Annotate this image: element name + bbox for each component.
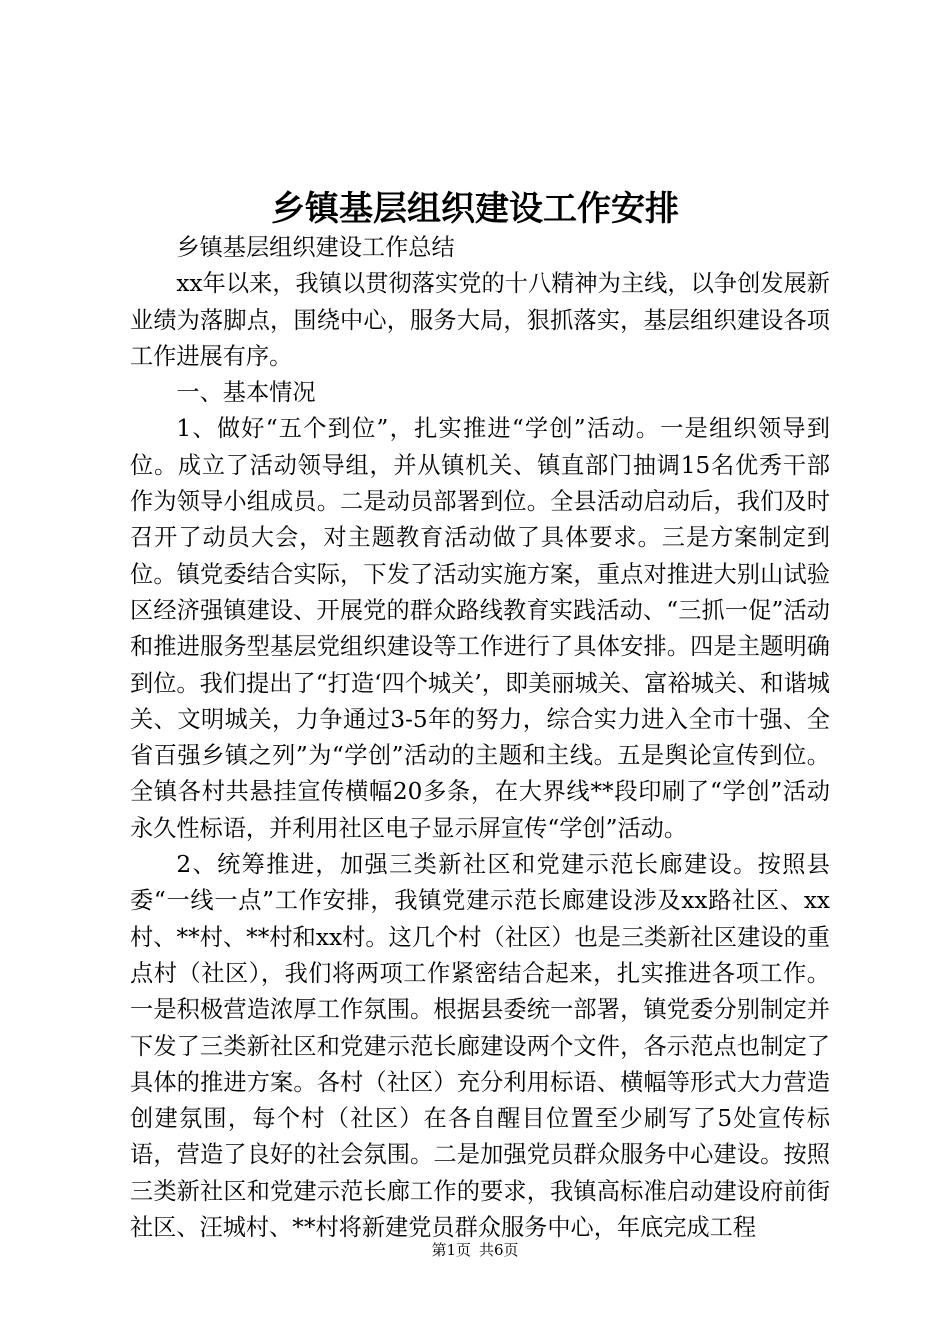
body-paragraph-item-1: 1、做好“五个到位”，扎实推进“学创”活动。一是组织领导到位。成立了活动领导组，并从镇机关、镇直部门抽调15名优秀干部作为领导小组成员。二是动员部署到位。全县活动启动后，我们及时召开了动员大会，对主题教育活动做了具体要求。三是方案制定到位。镇党委结合实际，下发了活动实施方案，重点对推进大别山试验区经济强镇建设、开展党的群众路线教育实践活动、“三抓一促”活动和推进服务型基层党组织建设等工作进行了具体安排。四是主题明确到位。我们提出了“打造‘四个城关’，即美丽城关、富裕城关、和谐城关、文明城关，力争通过3-5年的努力，综合实力进入全市十强、全省百强乡镇之列”为“学创”活动的主题和主线。五是舆论宣传到位。全镇各村共悬挂宣传横幅20多条，在大界线**段印刷了“学创”活动永久性标语，并利用社区电子显示屏宣传“学创”活动。	[130, 415, 830, 842]
section-heading-basic-situation: 一、基本情况	[176, 379, 316, 407]
body-paragraph-intro: xx年以来，我镇以贯彻落实党的十八精神为主线，以争创发展新业绩为落脚点，围绕中心，服务大局，狠抓落实，基层组织建设各项工作进展有序。	[130, 270, 830, 370]
body-paragraph-item-2: 2、统筹推进，加强三类新社区和党建示范长廊建设。按照县委“一线一点”工作安排，我镇党建示范长廊建设涉及xx路社区、xx村、**村、**村和xx村。这几个村（社区）也是三类新社区建设的重点村（社区），我们将两项工作紧密结合起来，扎实推进各项工作。一是积极营造浓厚工作氛围。根据县委统一部署，镇党委分别制定并下发了三类新社区和党建示范长廊建设两个文件，各示范点也制定了具体的推进方案。各村（社区）充分利用标语、横幅等形式大力营造创建氛围，每个村（社区）在各自醒目位置至少刷写了5处宣传标语，营造了良好的社会氛围。二是加强党员群众服务中心建设。按照三类新社区和党建示范长廊工作的要求，我镇高标准启动建设府前街社区、汪城村、**村将新建党员群众服务中心，年底完成工程	[130, 851, 830, 1242]
page-footer	[0, 1240, 950, 1260]
document-body	[130, 230, 830, 1246]
body-paragraph-subtitle: 乡镇基层组织建设工作总结	[176, 234, 455, 261]
document-title: 乡镇基层组织建设工作安排	[271, 189, 679, 229]
page-number: 第1页	[431, 1241, 471, 1259]
page-total: 共6页	[479, 1241, 519, 1259]
